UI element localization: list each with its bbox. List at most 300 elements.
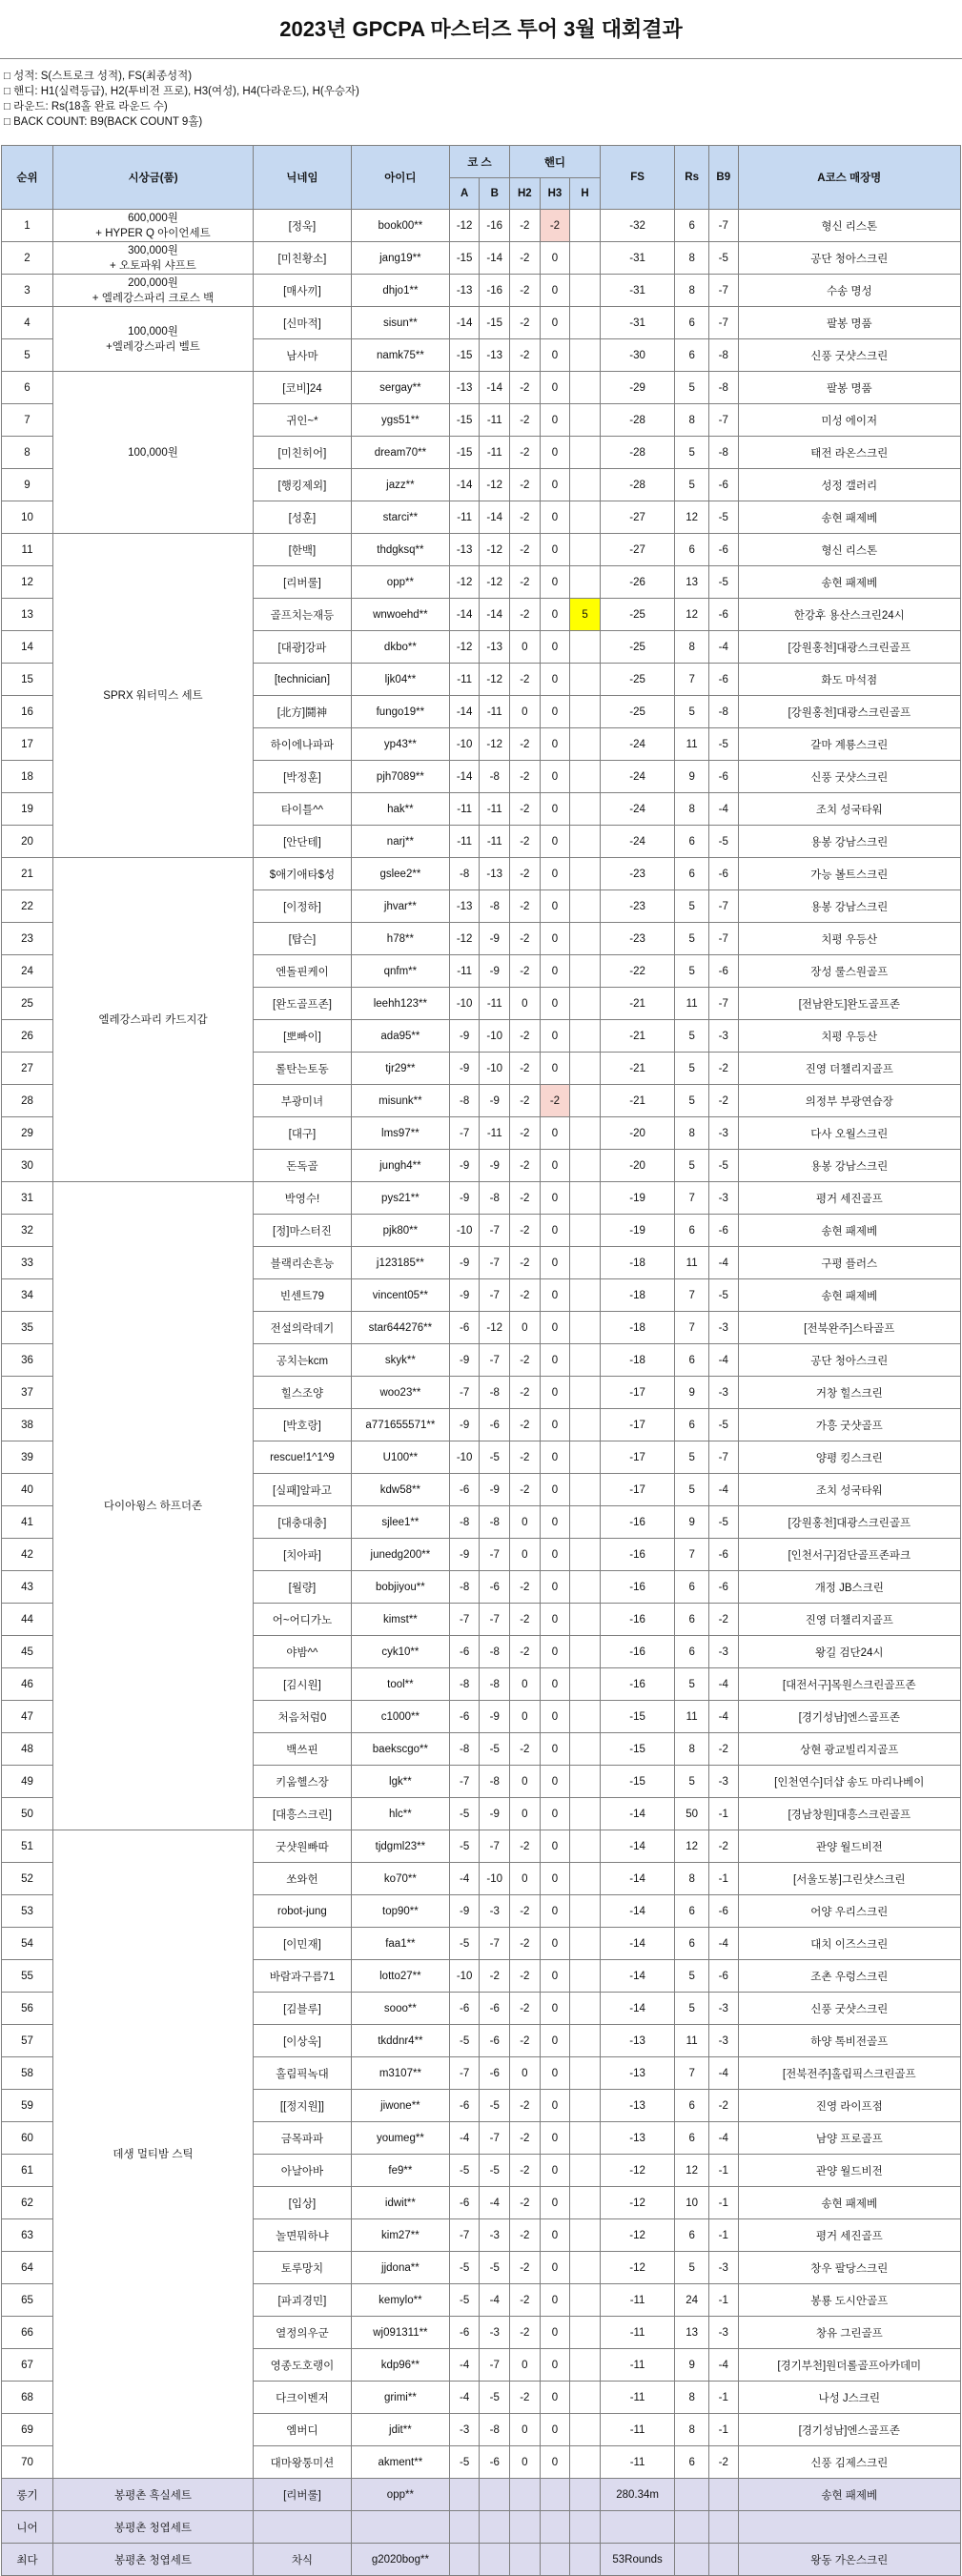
rs-cell: 11 — [675, 1701, 709, 1733]
fs-cell: -24 — [600, 761, 674, 793]
nickname-cell: [완도골프존] — [253, 988, 351, 1020]
table-row — [2, 242, 961, 275]
store-cell: 진영 더챌리지골프 — [738, 1053, 960, 1085]
course-b-cell: -3 — [480, 2317, 510, 2349]
h-cell — [570, 1506, 601, 1539]
h2-cell: -2 — [510, 1085, 541, 1117]
nickname-cell: [[정지원]] — [253, 2090, 351, 2122]
h3-cell: 0 — [540, 2155, 570, 2187]
rank-cell: 32 — [2, 1215, 53, 1247]
b9-cell: -1 — [708, 2219, 738, 2252]
header-course: 코 스 — [449, 146, 509, 178]
rank-cell: 60 — [2, 2122, 53, 2155]
fs-cell: -21 — [600, 1085, 674, 1117]
id-cell: tjr29** — [351, 1053, 449, 1085]
id-cell: top90** — [351, 1895, 449, 1928]
rank-cell: 16 — [2, 696, 53, 728]
h3-cell: 0 — [540, 826, 570, 858]
h3-cell: 0 — [540, 437, 570, 469]
footer-empty — [570, 2511, 601, 2544]
table-row — [2, 372, 961, 404]
h2-cell: -2 — [510, 955, 541, 988]
course-b-cell: -12 — [480, 534, 510, 566]
id-cell: namk75** — [351, 339, 449, 372]
h-cell — [570, 1798, 601, 1830]
footer-empty — [449, 2511, 480, 2544]
prize-line: 100,000원 — [128, 446, 178, 459]
nickname-cell: 하이에나파파 — [253, 728, 351, 761]
store-cell: 하양 톡비전골프 — [738, 2025, 960, 2057]
course-b-cell: -6 — [480, 2025, 510, 2057]
h2-cell: -2 — [510, 2155, 541, 2187]
rank-cell: 52 — [2, 1863, 53, 1895]
h3-cell: 0 — [540, 1604, 570, 1636]
store-cell: 송현 패제베 — [738, 566, 960, 599]
h2-cell: 0 — [510, 1539, 541, 1571]
h3-cell: 0 — [540, 1053, 570, 1085]
rs-cell: 6 — [675, 210, 709, 242]
h2-cell: -2 — [510, 2187, 541, 2219]
course-a-cell: -8 — [449, 1085, 480, 1117]
h3-cell: 0 — [540, 2349, 570, 2382]
rank-cell: 18 — [2, 761, 53, 793]
b9-cell: -3 — [708, 1636, 738, 1668]
store-cell: [경남창원]대흥스크린골프 — [738, 1798, 960, 1830]
course-b-cell: -15 — [480, 307, 510, 339]
b9-cell: -7 — [708, 404, 738, 437]
rank-cell: 48 — [2, 1733, 53, 1766]
nickname-cell: [코비]24 — [253, 372, 351, 404]
id-cell: pjh7089** — [351, 761, 449, 793]
h2-cell: 0 — [510, 988, 541, 1020]
h2-cell: 0 — [510, 1312, 541, 1344]
id-cell: thdgksq** — [351, 534, 449, 566]
header-b: B — [480, 178, 510, 210]
store-cell: 다사 오월스크린 — [738, 1117, 960, 1150]
id-cell: junedg200** — [351, 1539, 449, 1571]
note-line: □ 라운드: Rs(18홀 완료 라운드 수) — [4, 101, 168, 112]
fs-cell: -17 — [600, 1441, 674, 1474]
rs-cell: 10 — [675, 2187, 709, 2219]
rank-cell: 45 — [2, 1636, 53, 1668]
h3-cell: 0 — [540, 1409, 570, 1441]
rs-cell: 7 — [675, 2057, 709, 2090]
course-a-cell: -13 — [449, 275, 480, 307]
b9-cell: -5 — [708, 1506, 738, 1539]
h-cell — [570, 858, 601, 890]
id-cell: faa1** — [351, 1928, 449, 1960]
course-b-cell: -7 — [480, 2122, 510, 2155]
b9-cell: -1 — [708, 1863, 738, 1895]
id-cell: j123185** — [351, 1247, 449, 1279]
fs-cell: -20 — [600, 1117, 674, 1150]
course-b-cell: -5 — [480, 2382, 510, 2414]
course-a-cell: -15 — [449, 242, 480, 275]
id-cell: bobjiyou** — [351, 1571, 449, 1604]
rank-cell: 61 — [2, 2155, 53, 2187]
id-cell: fe9** — [351, 2155, 449, 2187]
course-b-cell: -5 — [480, 2090, 510, 2122]
id-cell: cyk10** — [351, 1636, 449, 1668]
fs-cell: -21 — [600, 988, 674, 1020]
b9-cell: -6 — [708, 469, 738, 501]
fs-cell: -11 — [600, 2284, 674, 2317]
rs-cell: 5 — [675, 1960, 709, 1993]
id-cell: a771655571** — [351, 1409, 449, 1441]
b9-cell: -5 — [708, 1150, 738, 1182]
rank-cell: 30 — [2, 1150, 53, 1182]
course-a-cell: -10 — [449, 1960, 480, 1993]
rs-cell: 8 — [675, 793, 709, 826]
nickname-cell: 바람과구름71 — [253, 1960, 351, 1993]
rs-cell: 11 — [675, 1247, 709, 1279]
b9-cell: -1 — [708, 2414, 738, 2446]
h3-cell: 0 — [540, 2284, 570, 2317]
fs-cell: -21 — [600, 1020, 674, 1053]
nickname-cell: 귀인~* — [253, 404, 351, 437]
course-b-cell: -14 — [480, 372, 510, 404]
rank-cell: 49 — [2, 1766, 53, 1798]
course-a-cell: -8 — [449, 1668, 480, 1701]
course-a-cell: -9 — [449, 1053, 480, 1085]
h3-cell: 0 — [540, 599, 570, 631]
nickname-cell: 롤탄는토동 — [253, 1053, 351, 1085]
rank-cell: 13 — [2, 599, 53, 631]
nickname-cell: 남사마 — [253, 339, 351, 372]
rs-cell: 5 — [675, 437, 709, 469]
id-cell: jjdona** — [351, 2252, 449, 2284]
h3-cell: 0 — [540, 728, 570, 761]
rank-cell: 54 — [2, 1928, 53, 1960]
h2-cell: -2 — [510, 1830, 541, 1863]
h3-cell: 0 — [540, 1182, 570, 1215]
b9-cell: -1 — [708, 2155, 738, 2187]
nickname-cell: 전설의락데기 — [253, 1312, 351, 1344]
id-cell: misunk** — [351, 1085, 449, 1117]
prize-line: 엘레강스파리 카드지갑 — [98, 1013, 208, 1026]
h-cell — [570, 1668, 601, 1701]
nickname-cell: 야밤^^ — [253, 1636, 351, 1668]
h3-cell: 0 — [540, 1668, 570, 1701]
prize-cell — [53, 210, 254, 242]
id-cell: jiwone** — [351, 2090, 449, 2122]
course-a-cell: -7 — [449, 1377, 480, 1409]
nickname-cell: [대구] — [253, 1117, 351, 1150]
store-cell: 평거 세진골프 — [738, 2219, 960, 2252]
course-b-cell: -4 — [480, 2187, 510, 2219]
rank-cell: 3 — [2, 275, 53, 307]
fs-cell: -23 — [600, 923, 674, 955]
h-cell — [570, 404, 601, 437]
h3-cell: 0 — [540, 1377, 570, 1409]
rank-cell: 64 — [2, 2252, 53, 2284]
b9-cell: -6 — [708, 1539, 738, 1571]
id-cell: c1000** — [351, 1701, 449, 1733]
h3-cell: 0 — [540, 1279, 570, 1312]
h3-cell: 0 — [540, 631, 570, 664]
store-cell: [전남완도]완도골프존 — [738, 988, 960, 1020]
course-b-cell: -11 — [480, 1117, 510, 1150]
store-cell: 상현 광교빌리지골프 — [738, 1733, 960, 1766]
h3-cell: 0 — [540, 858, 570, 890]
rank-cell: 31 — [2, 1182, 53, 1215]
b9-cell: -6 — [708, 664, 738, 696]
rs-cell: 7 — [675, 1279, 709, 1312]
h2-cell: 0 — [510, 2446, 541, 2479]
rank-cell: 62 — [2, 2187, 53, 2219]
rs-cell: 6 — [675, 2446, 709, 2479]
course-a-cell: -6 — [449, 2090, 480, 2122]
b9-cell: -7 — [708, 988, 738, 1020]
rs-cell: 6 — [675, 1215, 709, 1247]
fs-cell: -11 — [600, 2446, 674, 2479]
store-cell: [전북전주]홀림픽스크린골프 — [738, 2057, 960, 2090]
h2-cell: -2 — [510, 793, 541, 826]
table-row — [2, 210, 961, 242]
header-a: A — [449, 178, 480, 210]
rs-cell: 5 — [675, 696, 709, 728]
fs-cell: -11 — [600, 2349, 674, 2382]
course-b-cell: -11 — [480, 826, 510, 858]
b9-cell: -1 — [708, 1798, 738, 1830]
h-cell — [570, 1830, 601, 1863]
fs-cell: -14 — [600, 1928, 674, 1960]
footer-row — [2, 2479, 961, 2511]
h3-cell: 0 — [540, 2252, 570, 2284]
course-b-cell: -11 — [480, 793, 510, 826]
course-a-cell: -5 — [449, 2025, 480, 2057]
h3-cell: 0 — [540, 534, 570, 566]
nickname-cell: [대흥스크린] — [253, 1798, 351, 1830]
id-cell: pys21** — [351, 1182, 449, 1215]
rs-cell: 24 — [675, 2284, 709, 2317]
course-b-cell: -8 — [480, 1668, 510, 1701]
h2-cell: -2 — [510, 858, 541, 890]
nickname-cell: 타이틀^^ — [253, 793, 351, 826]
course-b-cell: -7 — [480, 1830, 510, 1863]
nickname-cell: [입상] — [253, 2187, 351, 2219]
rank-cell: 20 — [2, 826, 53, 858]
course-a-cell: -11 — [449, 826, 480, 858]
h-cell — [570, 1733, 601, 1766]
nickname-cell: 골프치는재등 — [253, 599, 351, 631]
store-cell: 공단 청아스크린 — [738, 1344, 960, 1377]
store-cell: 신풍 굿샷스크린 — [738, 1993, 960, 2025]
h2-cell: 0 — [510, 1701, 541, 1733]
id-cell: lotto27** — [351, 1960, 449, 1993]
rs-cell: 6 — [675, 339, 709, 372]
h3-cell: 0 — [540, 1344, 570, 1377]
id-cell: qnfm** — [351, 955, 449, 988]
store-cell: 송현 패제베 — [738, 1279, 960, 1312]
id-cell: book00** — [351, 210, 449, 242]
h-cell — [570, 761, 601, 793]
fs-cell: -25 — [600, 664, 674, 696]
course-a-cell: -10 — [449, 728, 480, 761]
rs-cell: 9 — [675, 1506, 709, 1539]
rank-cell: 24 — [2, 955, 53, 988]
rank-cell: 36 — [2, 1344, 53, 1377]
h-cell — [570, 1053, 601, 1085]
fs-cell: -12 — [600, 2187, 674, 2219]
course-b-cell: -11 — [480, 437, 510, 469]
fs-cell: -16 — [600, 1506, 674, 1539]
store-cell: 성정 갤러리 — [738, 469, 960, 501]
id-cell: kimst** — [351, 1604, 449, 1636]
store-cell: 송현 패제베 — [738, 2187, 960, 2219]
rank-cell: 50 — [2, 1798, 53, 1830]
footer-empty — [540, 2479, 570, 2511]
course-a-cell: -5 — [449, 1798, 480, 1830]
nickname-cell: [실패]알파고 — [253, 1474, 351, 1506]
h-cell — [570, 1993, 601, 2025]
h2-cell: -2 — [510, 761, 541, 793]
rank-cell: 27 — [2, 1053, 53, 1085]
h3-cell: 0 — [540, 1539, 570, 1571]
nickname-cell: 공치는kcm — [253, 1344, 351, 1377]
store-cell: 신풍 굿샷스크린 — [738, 339, 960, 372]
h2-cell: -2 — [510, 210, 541, 242]
store-cell: [대전서구]목원스크린골프존 — [738, 1668, 960, 1701]
prize-line: 100,000원 — [128, 325, 178, 337]
h-cell — [570, 696, 601, 728]
h2-cell: 0 — [510, 1766, 541, 1798]
rs-cell: 5 — [675, 469, 709, 501]
header-store: A코스 매장명 — [738, 146, 960, 210]
id-cell: yp43** — [351, 728, 449, 761]
fs-cell: -17 — [600, 1377, 674, 1409]
h-cell — [570, 2122, 601, 2155]
fs-cell: -16 — [600, 1604, 674, 1636]
rs-cell: 7 — [675, 1312, 709, 1344]
rank-cell: 41 — [2, 1506, 53, 1539]
prize-line: 다이아윙스 하프더존 — [103, 1500, 203, 1512]
id-cell: sisun** — [351, 307, 449, 339]
h-cell — [570, 469, 601, 501]
b9-cell: -4 — [708, 2122, 738, 2155]
h-cell — [570, 1571, 601, 1604]
store-cell: 용봉 강남스크린 — [738, 1150, 960, 1182]
rs-cell: 9 — [675, 2349, 709, 2382]
course-b-cell: -5 — [480, 1441, 510, 1474]
store-cell: [전북완주]스타골프 — [738, 1312, 960, 1344]
h2-cell: -2 — [510, 2122, 541, 2155]
h3-cell: 0 — [540, 1441, 570, 1474]
id-cell: tkddnr4** — [351, 2025, 449, 2057]
rs-cell: 5 — [675, 1053, 709, 1085]
nickname-cell: [파괴경민] — [253, 2284, 351, 2317]
header-fs: FS — [600, 146, 674, 210]
course-b-cell: -6 — [480, 2446, 510, 2479]
b9-cell: -6 — [708, 1215, 738, 1247]
h2-cell: -2 — [510, 1117, 541, 1150]
h3-cell: 0 — [540, 1474, 570, 1506]
table-row — [2, 307, 961, 339]
nickname-cell: 돈독골 — [253, 1150, 351, 1182]
store-cell: 창우 팔당스크린 — [738, 2252, 960, 2284]
h3-cell: 0 — [540, 1506, 570, 1539]
h3-cell: 0 — [540, 2122, 570, 2155]
fs-cell: -16 — [600, 1636, 674, 1668]
h3-cell: 0 — [540, 1733, 570, 1766]
rank-cell: 51 — [2, 1830, 53, 1863]
rs-cell: 6 — [675, 2122, 709, 2155]
store-cell: 대치 이즈스크린 — [738, 1928, 960, 1960]
rank-cell: 40 — [2, 1474, 53, 1506]
course-b-cell: -3 — [480, 1895, 510, 1928]
h-cell — [570, 1182, 601, 1215]
fs-cell: -20 — [600, 1150, 674, 1182]
store-cell: [인천서구]검단골프존파크 — [738, 1539, 960, 1571]
rank-cell: 5 — [2, 339, 53, 372]
footer-id: opp** — [351, 2479, 449, 2511]
nickname-cell: 홀림픽녹대 — [253, 2057, 351, 2090]
nickname-cell: 쏘와헌 — [253, 1863, 351, 1895]
id-cell: star644276** — [351, 1312, 449, 1344]
nickname-cell: [탑슨] — [253, 923, 351, 955]
nickname-cell: [신마적] — [253, 307, 351, 339]
footer-empty — [449, 2479, 480, 2511]
footer-empty — [510, 2544, 541, 2576]
h-cell — [570, 275, 601, 307]
footer-empty — [480, 2479, 510, 2511]
nickname-cell: robot-jung — [253, 1895, 351, 1928]
header-handicap: 핸디 — [510, 146, 601, 178]
nickname-cell: [한백] — [253, 534, 351, 566]
fs-cell: -13 — [600, 2057, 674, 2090]
fs-cell: -17 — [600, 1474, 674, 1506]
b9-cell: -3 — [708, 1766, 738, 1798]
results-table — [1, 145, 961, 2576]
header-h2: H2 — [510, 178, 541, 210]
rank-cell: 23 — [2, 923, 53, 955]
id-cell: skyk** — [351, 1344, 449, 1377]
store-cell: 송현 패제베 — [738, 1215, 960, 1247]
fs-cell: -11 — [600, 2382, 674, 2414]
footer-nickname: [리버룰] — [253, 2479, 351, 2511]
id-cell: ygs51** — [351, 404, 449, 437]
h-cell — [570, 1020, 601, 1053]
rs-cell: 5 — [675, 890, 709, 923]
fs-cell: -18 — [600, 1279, 674, 1312]
b9-cell: -6 — [708, 955, 738, 988]
h2-cell: -2 — [510, 437, 541, 469]
course-a-cell: -5 — [449, 1928, 480, 1960]
course-b-cell: -14 — [480, 599, 510, 631]
rs-cell: 8 — [675, 1733, 709, 1766]
h3-cell: 0 — [540, 242, 570, 275]
id-cell: woo23** — [351, 1377, 449, 1409]
nickname-cell: 엔돌핀케이 — [253, 955, 351, 988]
store-cell: 왕길 검단24시 — [738, 1636, 960, 1668]
h2-cell: -2 — [510, 1279, 541, 1312]
course-a-cell: -11 — [449, 955, 480, 988]
rs-cell: 5 — [675, 372, 709, 404]
id-cell: pjk80** — [351, 1215, 449, 1247]
fs-cell: -16 — [600, 1571, 674, 1604]
h3-cell: 0 — [540, 372, 570, 404]
id-cell: kemylo** — [351, 2284, 449, 2317]
header-b9: B9 — [708, 146, 738, 210]
fs-cell: -16 — [600, 1539, 674, 1571]
prize-cell — [53, 242, 254, 275]
footer-label: 최다 — [2, 2544, 53, 2576]
h2-cell: -2 — [510, 1053, 541, 1085]
fs-cell: -14 — [600, 1830, 674, 1863]
course-b-cell: -8 — [480, 1506, 510, 1539]
h2-cell: -2 — [510, 1247, 541, 1279]
store-cell: 한강후 용산스크린24시 — [738, 599, 960, 631]
